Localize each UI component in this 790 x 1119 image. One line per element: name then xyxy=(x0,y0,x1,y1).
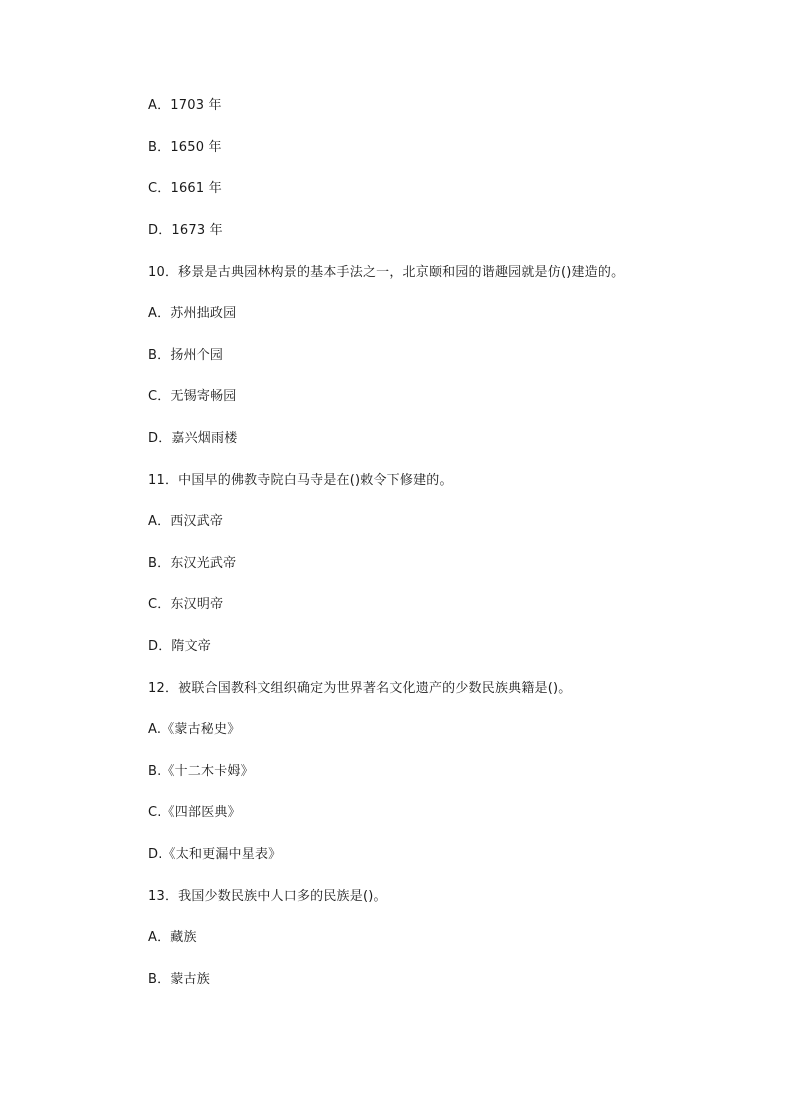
option-b: B．扬州个园 xyxy=(148,348,224,363)
option-a: A．苏州拙政园 xyxy=(148,306,237,321)
option-d: D．隋文帝 xyxy=(148,639,212,654)
option-b: B．1650 年 xyxy=(148,140,222,155)
option-a: A．藏族 xyxy=(148,930,197,945)
option-a: A.《蒙古秘史》 xyxy=(148,722,241,737)
option-d: D.《太和更漏中星表》 xyxy=(148,847,282,862)
option-a: A．西汉武帝 xyxy=(148,514,224,529)
option-c: C．东汉明帝 xyxy=(148,597,224,612)
option-a: A．1703 年 xyxy=(148,98,222,113)
option-c: C.《四部医典》 xyxy=(148,805,241,820)
option-d: D．嘉兴烟雨楼 xyxy=(148,431,238,446)
question-11: 11．中国早的佛教寺院白马寺是在()敕令下修建的。 xyxy=(148,473,453,488)
option-c: C．1661 年 xyxy=(148,181,222,196)
question-12: 12．被联合国教科文组织确定为世界著名文化遗产的少数民族典籍是()。 xyxy=(148,681,572,696)
question-10: 10．移景是古典园林构景的基本手法之一，北京颐和园的谐趣园就是仿()建造的。 xyxy=(148,265,625,280)
question-13: 13．我国少数民族中人口多的民族是()。 xyxy=(148,889,387,904)
option-b: B．东汉光武帝 xyxy=(148,556,237,571)
option-d: D．1673 年 xyxy=(148,223,223,238)
option-b: B．蒙古族 xyxy=(148,972,210,987)
option-b: B.《十二木卡姆》 xyxy=(148,764,254,779)
option-c: C．无锡寄畅园 xyxy=(148,389,237,404)
